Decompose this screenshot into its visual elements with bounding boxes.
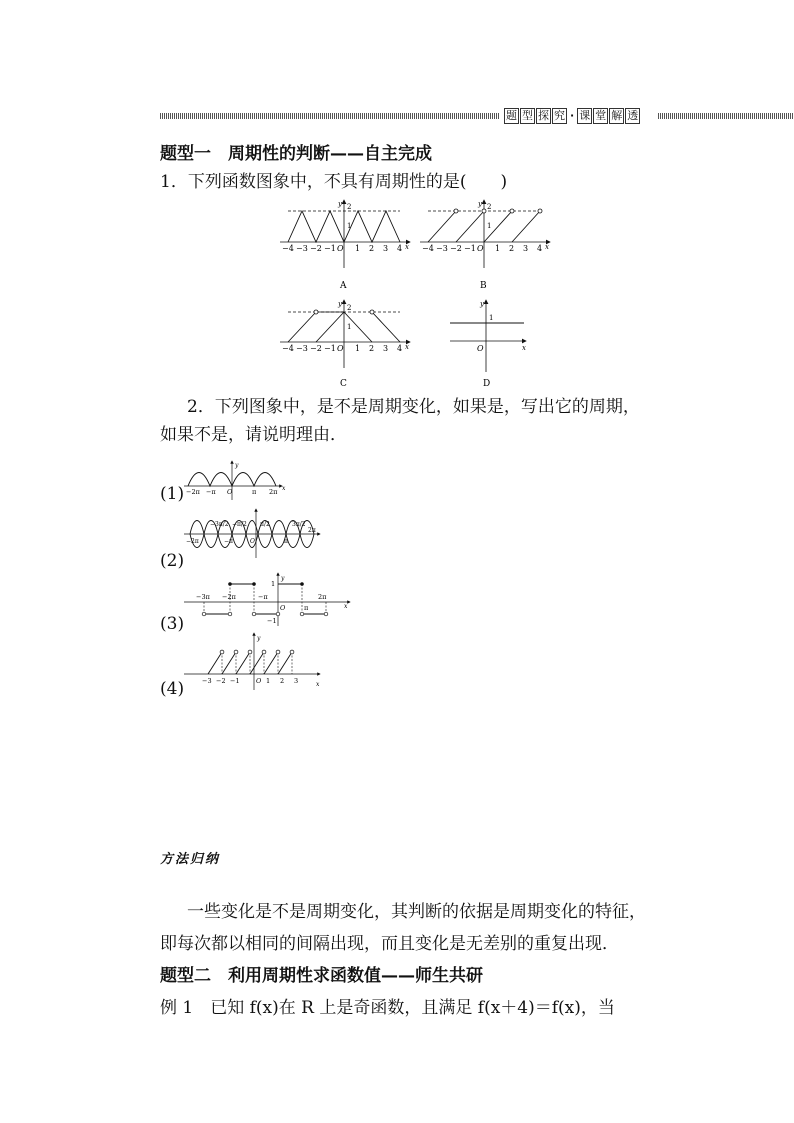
tick-label: π (304, 604, 309, 612)
axis-label: x (522, 344, 526, 352)
tick-label: −1 (464, 244, 476, 253)
tick-label: O (227, 488, 233, 496)
tick-label: −2π (186, 488, 200, 496)
tick-label: 2π (308, 527, 316, 534)
tick-label: −3 (436, 244, 448, 253)
graph-a (278, 198, 418, 293)
method-title: 方法归纳 (160, 852, 221, 867)
axis-label: y (478, 200, 482, 208)
graph-label-a: A (340, 281, 347, 291)
badge-char: 透 (627, 109, 639, 122)
tick-label: 1 (495, 244, 501, 253)
badge-dot: · (570, 109, 575, 122)
tick-label: −3 (202, 677, 212, 685)
tick-label: 1 (266, 677, 271, 685)
tick-label: 4 (397, 344, 403, 353)
tick-label: 3π/2 (292, 521, 306, 528)
method-line2: 即每次都以相同的间隔出现，而且变化是无差别的重复出现． (160, 934, 619, 954)
tick-label: −4 (422, 244, 434, 253)
axis-label: y (281, 575, 285, 582)
axis-label: x (316, 681, 320, 688)
tick-label: −1 (324, 344, 336, 353)
tick-label: O (477, 344, 484, 353)
axis-label: y (257, 635, 261, 642)
axis-label: x (405, 243, 409, 251)
tick-label: −2 (310, 344, 322, 353)
tick-label: 2 (347, 304, 352, 312)
tick-label: −2π (186, 538, 199, 545)
tick-label: 2 (509, 244, 515, 253)
tick-label: 1 (355, 344, 361, 353)
tick-label: O (280, 604, 286, 612)
tick-label: 4 (397, 244, 403, 253)
axis-label: y (480, 300, 484, 308)
axis-label: x (545, 243, 549, 251)
question-1: 1．下列函数图象中，不具有周期性的是( ) (160, 172, 508, 192)
tick-label: 2π (269, 488, 278, 496)
tick-label: −3 (296, 244, 308, 253)
header-badge (504, 108, 641, 124)
axis-label: y (338, 300, 342, 308)
tick-label: 3 (523, 244, 529, 253)
tick-label: 3 (383, 244, 389, 253)
graph-d (446, 298, 532, 390)
tick-label: 2 (280, 677, 285, 685)
tick-label: 3 (294, 677, 299, 685)
header-hatch-left (160, 113, 500, 119)
graph-b (418, 198, 558, 293)
tick-label: 2 (369, 244, 375, 253)
badge-char: 究 (554, 109, 565, 122)
tick-label: −1 (324, 244, 336, 253)
tick-label: π (252, 488, 257, 496)
graph-4 (182, 632, 324, 692)
tick-label: −3 (296, 344, 308, 353)
tick-label: 1 (271, 580, 276, 588)
tick-label: 4 (537, 244, 543, 253)
question-2-line1: 2．下列图象中，是不是周期变化，如果是，写出它的周期， (187, 397, 640, 417)
tick-label: 1 (347, 222, 352, 230)
axis-label: x (282, 485, 286, 492)
badge-char: 解 (611, 109, 623, 122)
axis-label: x (405, 343, 409, 351)
tick-label: −π (258, 593, 268, 601)
sub-label-3: (3) (160, 614, 185, 634)
tick-label: −2π (222, 593, 236, 601)
graph-3 (182, 572, 354, 628)
badge-char: 型 (522, 109, 533, 122)
badge-char: 探 (538, 109, 549, 122)
sub-label-1: (1) (160, 484, 185, 504)
section2-title: 题型二 利用周期性求函数值——师生共研 (160, 966, 483, 986)
tick-label: −3π/2 (210, 521, 229, 528)
tick-label: O (250, 538, 255, 545)
tick-label: −4 (282, 344, 294, 353)
tick-label: −π (224, 538, 233, 545)
tick-label: −3π (196, 593, 210, 601)
tick-label: −π/2 (232, 521, 247, 528)
method-line1: 一些变化是不是周期变化，其判断的依据是周期变化的特征， (187, 902, 646, 922)
badge-char: 堂 (595, 109, 607, 122)
sub-label-2: (2) (160, 551, 185, 571)
axis-label: y (338, 200, 342, 208)
tick-label: −2 (216, 677, 226, 685)
question-2-line2: 如果不是，请说明理由． (160, 425, 347, 445)
header-band (160, 108, 672, 124)
tick-label: 1 (489, 314, 494, 322)
tick-label: 1 (487, 222, 492, 230)
graph-label-d: D (483, 379, 491, 389)
graph-label-c: C (340, 379, 347, 389)
tick-label: 2π (318, 593, 327, 601)
tick-label: 1 (355, 244, 361, 253)
tick-label: −π (206, 488, 216, 496)
tick-label: −1 (267, 617, 277, 625)
tick-label: O (337, 344, 344, 353)
axis-label: y (235, 462, 239, 469)
tick-label: −1 (230, 677, 240, 685)
example-1: 例 1 已知 f(x)在 R 上是奇函数，且满足 f(x＋4)＝f(x)，当 (160, 998, 615, 1018)
tick-label: −2 (450, 244, 462, 253)
tick-label: 2 (369, 344, 375, 353)
graph-1 (182, 460, 292, 500)
tick-label: 2 (347, 203, 352, 211)
badge-char: 课 (579, 109, 591, 122)
tick-label: O (256, 677, 262, 685)
sub-label-4: (4) (160, 679, 185, 699)
axis-label: x (344, 603, 348, 610)
tick-label: π/2 (260, 521, 270, 528)
tick-label: π (284, 538, 288, 545)
graph-2 (182, 508, 324, 560)
tick-label: 2 (487, 203, 492, 211)
section1-title: 题型一 周期性的判断——自主完成 (160, 144, 432, 164)
badge-char: 题 (506, 109, 517, 122)
tick-label: −2 (310, 244, 322, 253)
tick-label: −4 (282, 244, 294, 253)
graph-label-b: B (480, 281, 487, 291)
graph-c (278, 298, 418, 390)
header-hatch-right (658, 113, 794, 119)
tick-label: 1 (347, 323, 352, 331)
tick-label: O (337, 244, 344, 253)
tick-label: 3 (383, 344, 389, 353)
tick-label: O (477, 244, 484, 253)
